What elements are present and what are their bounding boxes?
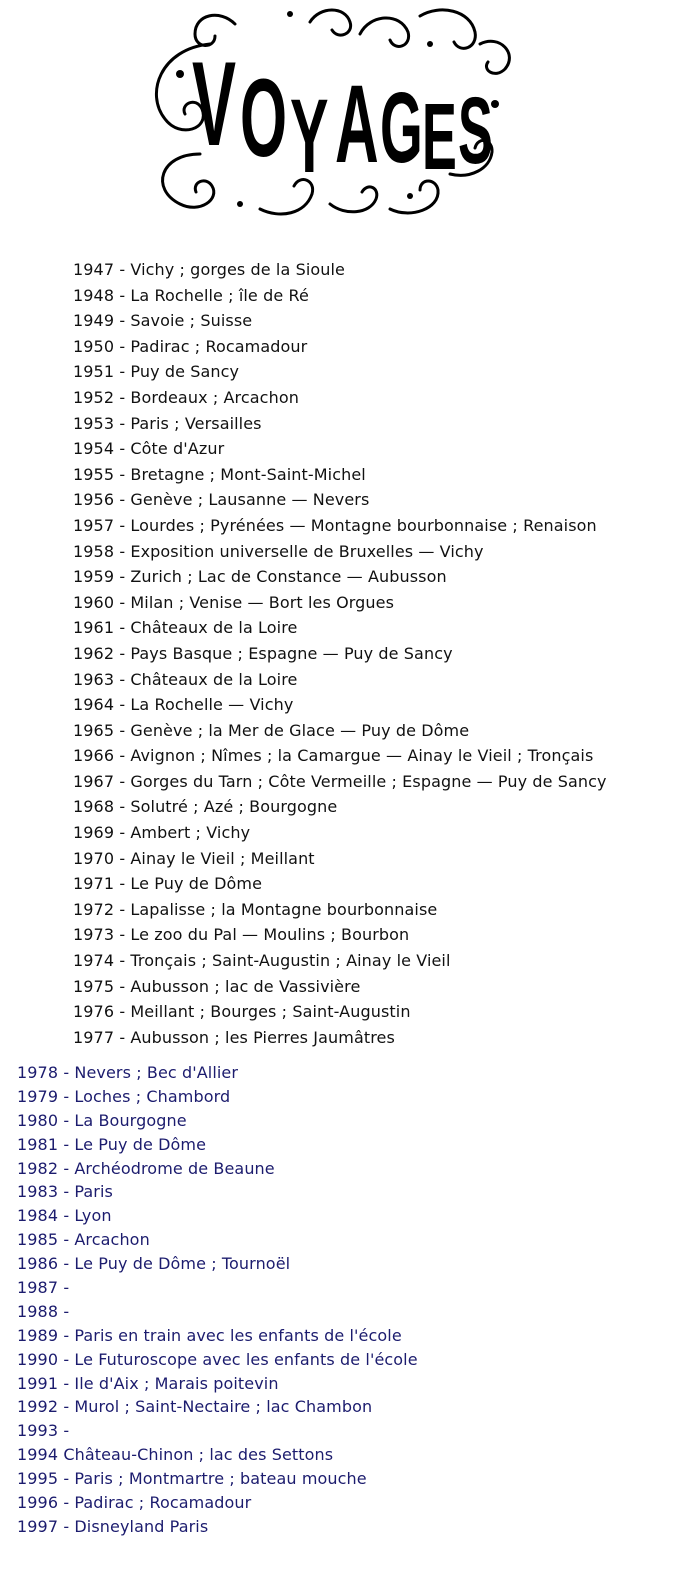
trip-year: 1989 — [17, 1325, 59, 1345]
trip-separator: - — [119, 1002, 126, 1022]
trip-year: 1976 — [73, 1002, 115, 1022]
trip-separator: - — [119, 643, 126, 663]
trip-entry — [73, 462, 607, 488]
trip-destination: Padirac ; Rocamadour — [74, 1493, 252, 1513]
trip-separator: - — [119, 464, 126, 484]
trip-entry — [17, 1467, 418, 1491]
trip-year: 1994 — [17, 1445, 59, 1465]
trip-year: 1981 — [17, 1134, 59, 1154]
trip-year: 1961 — [73, 618, 115, 638]
trip-separator: - — [119, 413, 126, 433]
trip-separator: - — [119, 874, 126, 894]
trip-entry — [73, 846, 607, 872]
trip-destination: La Rochelle — Vichy — [130, 695, 294, 715]
trip-year: 1992 — [17, 1397, 59, 1417]
title-letter: A — [335, 63, 379, 186]
title-letter: S — [458, 78, 493, 184]
trip-year: 1962 — [73, 643, 115, 663]
trip-destination: Loches ; Chambord — [74, 1086, 231, 1106]
trip-separator: - — [119, 951, 126, 971]
trip-destination: Châteaux de la Loire — [130, 618, 298, 638]
trip-separator: - — [119, 618, 126, 638]
trip-destination: Solutré ; Azé ; Bourgogne — [130, 797, 338, 817]
trip-entry — [73, 948, 607, 974]
trip-entry — [73, 974, 607, 1000]
trip-entry — [17, 1515, 418, 1539]
trip-destination: Ambert ; Vichy — [130, 823, 251, 843]
trip-year: 1996 — [17, 1493, 59, 1513]
trip-separator: - — [119, 1027, 126, 1047]
trips-list-1947-1977 — [73, 257, 607, 1050]
trip-entry — [17, 1157, 418, 1181]
trip-destination: Nevers ; Bec d'Allier — [74, 1063, 239, 1082]
trip-entry — [17, 1276, 418, 1300]
title-letter: V — [192, 37, 237, 171]
trip-destination: Archéodrome de Beaune — [74, 1158, 275, 1178]
trip-separator: - — [119, 976, 126, 996]
trip-year: 1955 — [73, 464, 115, 484]
trip-destination: Genève ; Lausanne — Nevers — [130, 490, 370, 510]
trip-separator: - — [63, 1206, 70, 1226]
trip-separator: - — [63, 1134, 70, 1154]
trip-separator: - — [119, 592, 126, 612]
trip-entry — [17, 1109, 418, 1133]
trip-destination: Vichy ; gorges de la Sioule — [130, 260, 345, 279]
trip-year: 1968 — [73, 797, 115, 817]
trip-year: 1987 — [17, 1278, 59, 1298]
trip-year: 1951 — [73, 362, 115, 382]
trip-year: 1995 — [17, 1469, 59, 1489]
trips-list-1978-1997 — [17, 1061, 418, 1539]
trip-destination: Le Futuroscope avec les enfants de l'école — [74, 1349, 418, 1369]
trip-separator: - — [63, 1493, 70, 1513]
trip-entry — [17, 1324, 418, 1348]
trip-separator: - — [119, 336, 126, 356]
trip-destination: Aubusson ; les Pierres Jaumâtres — [130, 1027, 395, 1047]
trip-destination: Ainay le Vieil ; Meillant — [130, 848, 315, 868]
trip-destination: Disneyland Paris — [74, 1516, 209, 1536]
trip-entry — [73, 283, 607, 309]
trip-destination: La Bourgogne — [74, 1110, 187, 1130]
trip-year: 1979 — [17, 1086, 59, 1106]
title-block — [140, 4, 520, 222]
trip-year: 1954 — [73, 439, 115, 459]
trip-year: 1957 — [73, 515, 115, 535]
trip-entry — [17, 1300, 418, 1324]
trip-separator: - — [119, 387, 126, 407]
trip-year: 1997 — [17, 1516, 59, 1536]
trip-destination: Milan ; Venise — Bort les Orgues — [130, 592, 395, 612]
trip-entry — [73, 539, 607, 565]
trip-separator: - — [119, 362, 126, 382]
trip-year: 1980 — [17, 1110, 59, 1130]
trip-destination: Meillant ; Bourges ; Saint-Augustin — [130, 1002, 411, 1022]
trip-year: 1988 — [17, 1301, 59, 1321]
trip-year: 1977 — [73, 1027, 115, 1047]
trip-destination: Exposition universelle de Bruxelles — Vichy — [130, 541, 484, 561]
trip-entry — [17, 1252, 418, 1276]
trip-destination: Tronçais ; Saint-Augustin ; Ainay le Vieil — [130, 951, 451, 971]
trip-destination: Puy de Sancy — [130, 362, 240, 382]
trip-year: 1965 — [73, 720, 115, 740]
trip-separator: - — [63, 1325, 70, 1345]
trip-year: 1984 — [17, 1206, 59, 1226]
trip-year: 1947 — [73, 260, 115, 279]
trip-destination: Savoie ; Suisse — [130, 311, 253, 331]
trip-entry — [17, 1180, 418, 1204]
trip-year: 1950 — [73, 336, 115, 356]
trip-year: 1948 — [73, 285, 115, 305]
trip-year: 1991 — [17, 1373, 59, 1393]
trip-entry — [73, 769, 607, 795]
trip-year: 1986 — [17, 1254, 59, 1274]
trip-destination: Bretagne ; Mont-Saint-Michel — [130, 464, 366, 484]
trip-year: 1970 — [73, 848, 115, 868]
trip-year: 1949 — [73, 311, 115, 331]
trip-separator: - — [63, 1158, 70, 1178]
trip-separator: - — [63, 1301, 70, 1321]
trip-separator: - — [119, 746, 126, 766]
trip-year: 1983 — [17, 1182, 59, 1202]
trip-entry — [73, 1025, 607, 1051]
trip-separator: - — [63, 1469, 70, 1489]
trip-entry — [17, 1228, 418, 1252]
trip-entry — [73, 257, 607, 283]
trip-entry — [17, 1133, 418, 1157]
trip-entry — [73, 641, 607, 667]
trip-entry — [73, 385, 607, 411]
trip-entry — [73, 436, 607, 462]
trip-destination: Zurich ; Lac de Constance — Aubusson — [130, 567, 447, 587]
trip-separator: - — [119, 797, 126, 817]
trip-destination: Le Puy de Dôme — [130, 874, 263, 894]
trip-entry — [73, 820, 607, 846]
trip-year: 1971 — [73, 874, 115, 894]
trip-entry — [73, 922, 607, 948]
trip-separator: - — [63, 1397, 70, 1417]
trip-entry — [73, 897, 607, 923]
title-letter: Y — [290, 78, 329, 195]
trip-entry — [73, 743, 607, 769]
trip-destination: Avignon ; Nîmes ; la Camargue — Ainay le Vieil ; Tronçais — [130, 746, 594, 766]
trip-entry — [73, 334, 607, 360]
trip-destination: La Rochelle ; île de Ré — [130, 285, 309, 305]
trip-entry — [73, 308, 607, 334]
trip-separator: - — [63, 1421, 70, 1441]
trip-destination: Le zoo du Pal — Moulins ; Bourbon — [130, 925, 410, 945]
trip-destination: Lourdes ; Pyrénées — Montagne bourbonnaise ; Renaison — [130, 515, 597, 535]
trip-entry — [73, 411, 607, 437]
trip-year: 1993 — [17, 1421, 59, 1441]
trip-destination: Côte d'Azur — [130, 439, 225, 459]
trip-year: 1967 — [73, 771, 115, 791]
trip-separator: - — [63, 1373, 70, 1393]
trip-separator: - — [119, 720, 126, 740]
trip-destination: Murol ; Saint-Nectaire ; lac Chambon — [74, 1397, 373, 1417]
trip-entry — [17, 1491, 418, 1515]
trip-destination: Lyon — [74, 1206, 112, 1226]
trip-entry — [73, 794, 607, 820]
trip-year: 1978 — [17, 1063, 59, 1082]
trip-year: 1956 — [73, 490, 115, 510]
trip-year: 1964 — [73, 695, 115, 715]
trip-entry — [73, 692, 607, 718]
trip-entry — [73, 615, 607, 641]
trip-entry — [17, 1372, 418, 1396]
trip-destination: Aubusson ; lac de Vassivière — [130, 976, 361, 996]
trip-destination: Paris ; Versailles — [130, 413, 262, 433]
trip-separator: - — [63, 1278, 70, 1298]
trip-destination: Châteaux de la Loire — [130, 669, 298, 689]
trip-separator: - — [119, 260, 126, 279]
trip-separator: - — [119, 771, 126, 791]
trip-separator: - — [119, 567, 126, 587]
trip-year: 1985 — [17, 1230, 59, 1250]
trip-destination: Ile d'Aix ; Marais poitevin — [74, 1373, 279, 1393]
trip-destination: Pays Basque ; Espagne — Puy de Sancy — [130, 643, 453, 663]
trip-year: 1975 — [73, 976, 115, 996]
trip-destination: Paris en train avec les enfants de l'école — [74, 1325, 402, 1345]
trip-separator: - — [119, 490, 126, 510]
trip-entry — [17, 1395, 418, 1419]
trip-destination: Château-Chinon ; lac des Settons — [63, 1445, 334, 1465]
trip-destination: Le Puy de Dôme ; Tournoël — [74, 1254, 291, 1274]
trip-entry — [17, 1348, 418, 1372]
trip-separator: - — [119, 848, 126, 868]
trip-separator: - — [63, 1086, 70, 1106]
trip-entry — [73, 359, 607, 385]
trip-separator: - — [119, 515, 126, 535]
trip-entry — [17, 1443, 418, 1467]
trip-destination: Padirac ; Rocamadour — [130, 336, 308, 356]
trip-separator: - — [63, 1230, 70, 1250]
trip-year: 1958 — [73, 541, 115, 561]
trip-entry — [73, 999, 607, 1025]
title-letter: O — [240, 57, 288, 180]
trip-year: 1960 — [73, 592, 115, 612]
trip-year: 1963 — [73, 669, 115, 689]
trip-entry — [73, 667, 607, 693]
trip-entry — [73, 718, 607, 744]
trip-separator: - — [119, 823, 126, 843]
trip-separator: - — [119, 899, 126, 919]
trip-destination: Arcachon — [74, 1230, 150, 1250]
trip-separator: - — [119, 285, 126, 305]
trip-year: 1972 — [73, 899, 115, 919]
trip-entry — [17, 1419, 418, 1443]
trip-entry — [73, 487, 607, 513]
trip-separator: - — [119, 695, 126, 715]
trip-year: 1990 — [17, 1349, 59, 1369]
trip-entry — [17, 1204, 418, 1228]
trip-year: 1959 — [73, 567, 115, 587]
trip-separator: - — [63, 1254, 70, 1274]
title-letter: G — [380, 72, 423, 184]
trip-separator: - — [63, 1349, 70, 1369]
trip-destination: Bordeaux ; Arcachon — [130, 387, 299, 407]
trip-entry — [73, 564, 607, 590]
trip-separator: - — [119, 669, 126, 689]
trip-year: 1966 — [73, 746, 115, 766]
trip-year: 1974 — [73, 951, 115, 971]
trip-separator: - — [119, 925, 126, 945]
trip-entry — [73, 871, 607, 897]
trip-separator: - — [119, 439, 126, 459]
trip-destination: Lapalisse ; la Montagne bourbonnaise — [130, 899, 438, 919]
trip-separator: - — [119, 541, 126, 561]
trip-separator: - — [63, 1110, 70, 1130]
trip-destination: Le Puy de Dôme — [74, 1134, 207, 1154]
trip-separator: - — [119, 311, 126, 331]
trip-year: 1969 — [73, 823, 115, 843]
trip-year: 1952 — [73, 387, 115, 407]
trip-separator: - — [63, 1516, 70, 1536]
trip-entry — [17, 1061, 418, 1085]
trip-entry — [17, 1085, 418, 1109]
title-letter: E — [422, 84, 457, 190]
trip-entry — [73, 513, 607, 539]
trip-separator: - — [63, 1063, 70, 1082]
trip-destination: Gorges du Tarn ; Côte Vermeille ; Espagne — Puy de Sancy — [130, 771, 607, 791]
trip-destination: Paris ; Montmartre ; bateau mouche — [74, 1469, 367, 1489]
trip-year: 1953 — [73, 413, 115, 433]
trip-year: 1982 — [17, 1158, 59, 1178]
trip-year: 1973 — [73, 925, 115, 945]
trip-destination: Genève ; la Mer de Glace — Puy de Dôme — [130, 720, 470, 740]
trip-destination: Paris — [74, 1182, 113, 1202]
trip-entry — [73, 590, 607, 616]
trip-separator: - — [63, 1182, 70, 1202]
